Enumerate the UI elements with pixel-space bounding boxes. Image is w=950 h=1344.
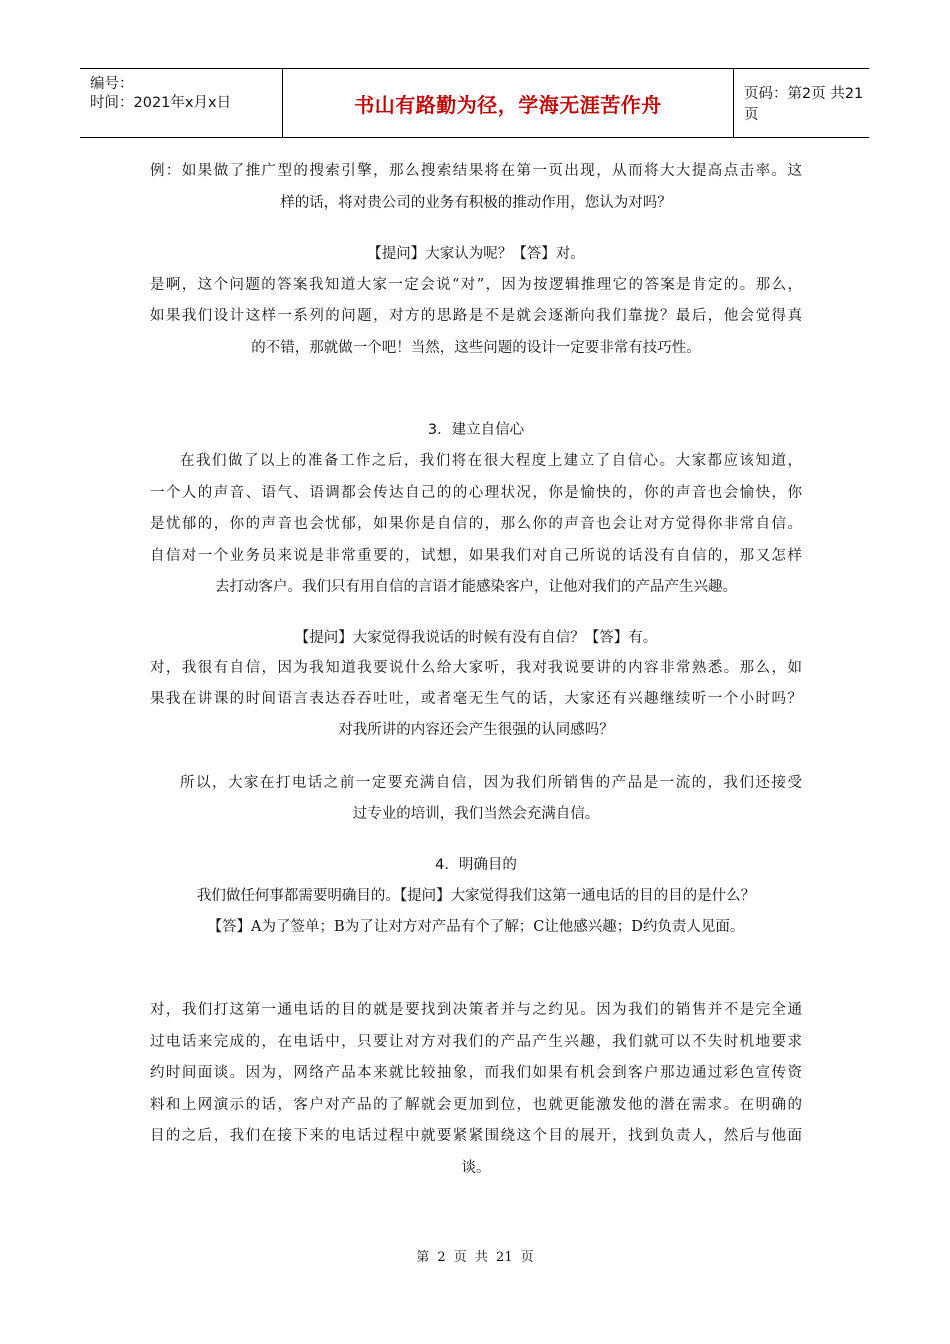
motto-text: 书山有路勤为径，学海无涯苦作舟 — [354, 92, 662, 117]
paragraph-line: 果我在讲课的时间语言表达吞吞吐吐，或者毫无生气的话，大家还有兴趣继续听一个小时吗？ — [150, 691, 802, 707]
paragraph-line: 过电话来完成的，在电话中，只要让对方对我们的产品产生兴趣，我们就可以不失时机地要求 — [150, 1034, 802, 1050]
paragraph-line: 谈。 — [461, 1160, 491, 1176]
paragraph-line: 【答】A为了签单；B为了让对方对产品有个了解；C让他感兴趣；D约负责人见面。 — [207, 919, 745, 935]
paragraph-line: 如果我们设计这样一系列的问题，对方的思路是不是就会逐渐向我们靠拢？最后，他会觉得真 — [150, 308, 802, 324]
paragraph-line: 过专业的培训，我们当然会充满自信。 — [352, 806, 600, 822]
paragraph-line: 我们做任何事都需要明确目的。【提问】大家觉得我们这第一通电话的目的目的是什么？ — [196, 888, 756, 904]
section-heading-3: 3．建立自信心 — [427, 422, 525, 438]
paragraph-line: 对，我很有自信，因为我知道我要说什么给大家听，我对我说要讲的内容非常熟悉。那么，如 — [150, 660, 802, 676]
paragraph-line: 是忧郁的，你的声音也会忧郁，如果你是自信的，那么你的声音也会让对方觉得你非常自信。 — [150, 516, 802, 532]
paragraph-line: 的不错，那就做一个吧！当然，这些问题的设计一定要非常有技巧性。 — [251, 340, 701, 356]
paragraph-line: 对我所讲的内容还会产生很强的认同感吗？ — [338, 722, 614, 738]
paragraph-line: 自信对一个业务员来说是非常重要的，试想，如果我们对自己所说的话没有自信的，那又怎样 — [150, 548, 802, 564]
paragraph-line: 去打动客户。我们只有用自信的言语才能感染客户，让他对我们的产品产生兴趣。 — [215, 579, 737, 595]
paragraph-line: 目的之后，我们在接下来的电话过程中就要紧紧围绕这个目的展开，找到负责人，然后与他面 — [150, 1128, 802, 1144]
paragraph-line: 在我们做了以上的准备工作之后，我们将在很大程度上建立了自信心。大家都应该知道， — [180, 453, 802, 469]
question-line: 【提问】大家觉得我说话的时候有没有自信？【答】有。 — [294, 630, 658, 646]
question-line: 【提问】大家认为呢？【答】对。 — [367, 246, 585, 262]
paragraph-line: 料和上网演示的话，客户对产品的了解就会更加到位，也就更能激发他的潜在需求。在明确的 — [150, 1097, 802, 1113]
header-page-cell — [734, 69, 869, 137]
header-motto-cell — [282, 69, 734, 137]
paragraph-line: 约时间面谈。因为，网络产品本来就比较抽象，而我们如果有机会到客户那边通过彩色宣传资 — [150, 1065, 802, 1081]
paragraph-line: 一个人的声音、语气、语调都会传达自己的的心理状况，你是愉快的，你的声音也会愉快，你 — [150, 485, 802, 501]
paragraph-line: 是啊，这个问题的答案我知道大家一定会说“对”，因为按逻辑推理它的答案是肯定的。那么， — [150, 277, 802, 293]
page-label: 页码：第2页 共21页 — [744, 86, 864, 123]
paragraph-line: 例：如果做了推广型的搜索引擎，那么搜索结果将在第一页出现，从而将大大提高点击率。这 — [150, 163, 802, 179]
paragraph-line: 样的话，将对贵公司的业务有积极的推动作用，您认为对吗？ — [280, 195, 672, 211]
paragraph-line: 对，我们打这第一通电话的目的就是要找到决策者并与之约见。因为我们的销售并不是完全通 — [150, 1002, 802, 1018]
number-label: 编号： — [90, 76, 134, 92]
section-heading-4: 4．明确目的 — [435, 857, 517, 873]
paragraph-line: 所以，大家在打电话之前一定要充满自信，因为我们所销售的产品是一流的，我们还接受 — [180, 775, 802, 791]
page-footer: 第 2 页 共 21 页 — [416, 1250, 534, 1265]
header-info-cell — [80, 69, 282, 137]
time-label: 时间：2021年x月x日 — [90, 95, 232, 111]
header-table — [80, 68, 869, 138]
